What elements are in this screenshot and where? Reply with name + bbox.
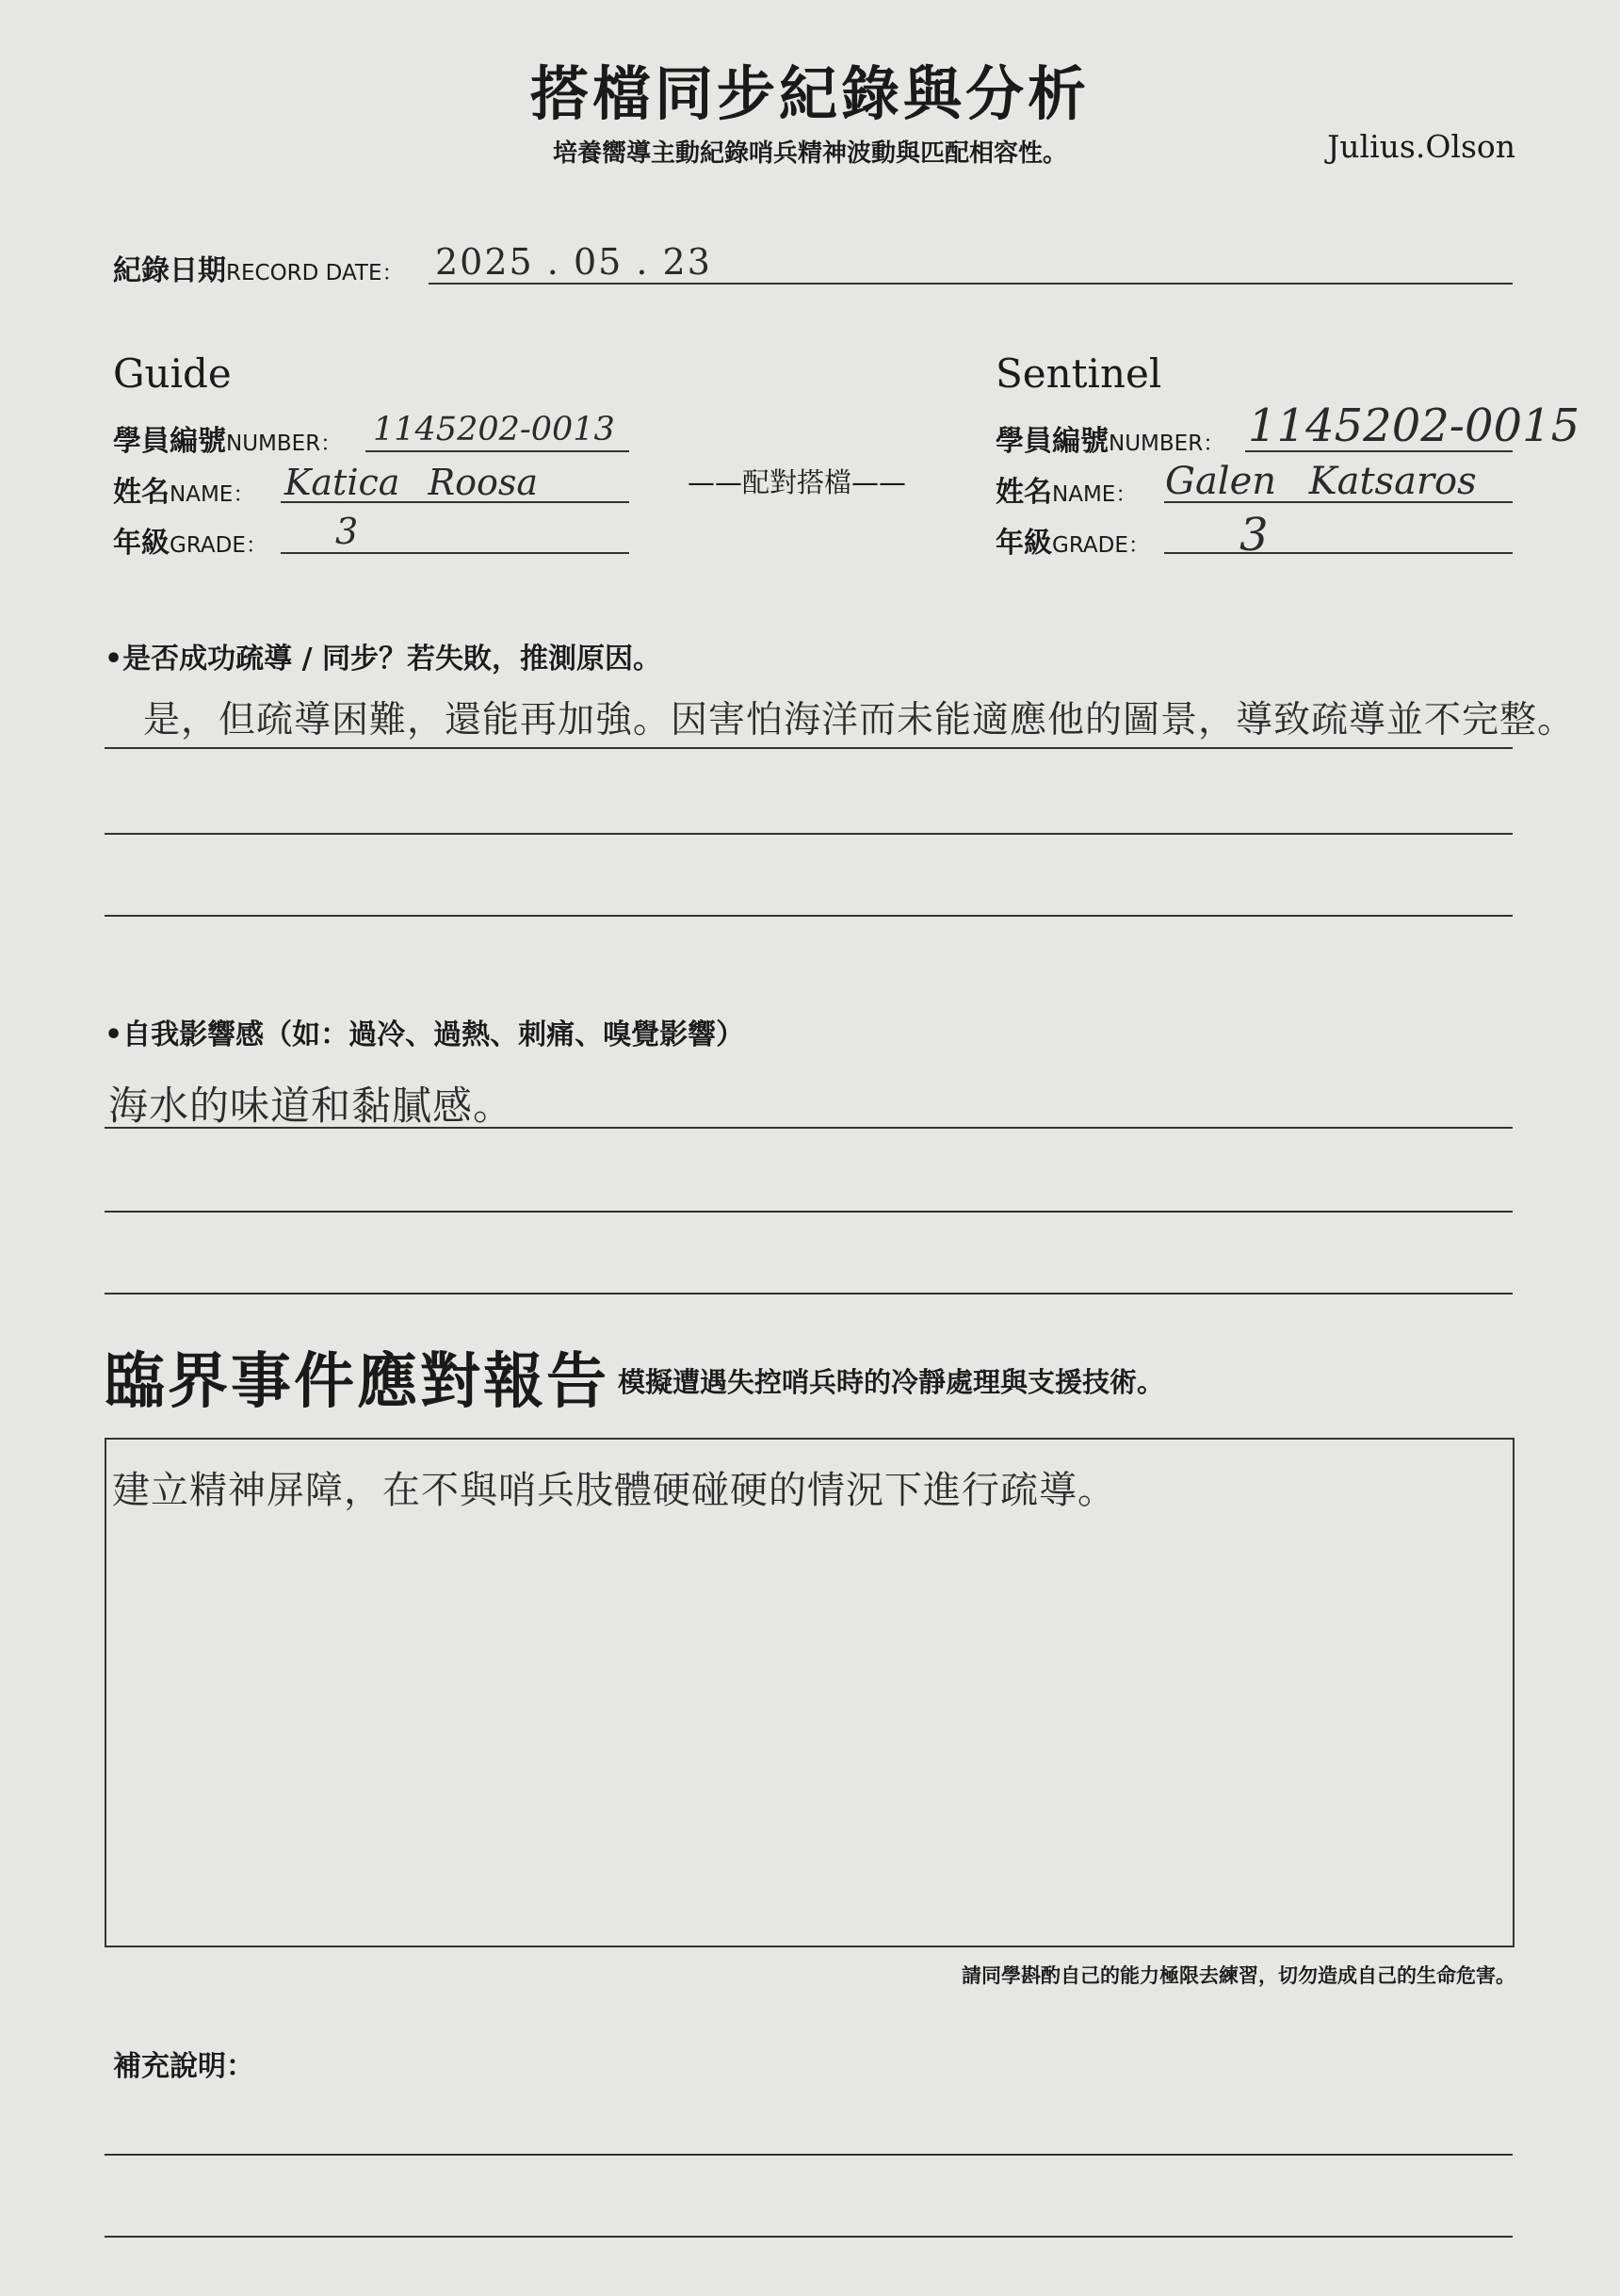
- record-date-label: [113, 247, 404, 288]
- question2-answer[interactable]: 海水的味道和黏膩感。: [108, 1083, 514, 1129]
- sentinel-name-label-zh: 姓名: [996, 476, 1052, 509]
- guide-number-line: [365, 450, 629, 452]
- guide-number-label-zh: 學員編號: [113, 425, 226, 458]
- sentinel-number-label: [996, 417, 1224, 459]
- sentinel-grade-label: [996, 519, 1150, 561]
- guide-number-label-en: NUMBER：: [226, 432, 343, 456]
- question1-line-3: [105, 915, 1513, 917]
- sentinel-grade-value[interactable]: 3: [1239, 509, 1269, 562]
- guide-grade-value[interactable]: 3: [335, 511, 359, 552]
- question1-label: •是否成功疏導 / 同步？若失敗，推測原因。: [105, 643, 662, 676]
- sentinel-number-value[interactable]: 1145202-0015: [1248, 399, 1580, 452]
- critical-answer-box[interactable]: [105, 1438, 1515, 1947]
- author-name: Julius.Olson: [1327, 128, 1515, 165]
- supplement-line-2[interactable]: [105, 2236, 1513, 2238]
- question1-answer[interactable]: 是，但疏導困難，還能再加強。因害怕海洋而未能適應他的圖景，導致疏導並不完整。: [143, 699, 1576, 741]
- guide-grade-label: [113, 519, 267, 561]
- guide-name-line: [281, 501, 629, 503]
- guide-number-value[interactable]: 1145202-0013: [373, 411, 615, 448]
- sentinel-name-label: [996, 468, 1137, 510]
- guide-number-label: [113, 417, 342, 459]
- sentinel-number-label-zh: 學員編號: [996, 425, 1109, 458]
- guide-name-label-zh: 姓名: [113, 476, 170, 509]
- record-date-line: [429, 283, 1513, 285]
- record-date-value[interactable]: 2025 . 05 . 23: [435, 241, 712, 283]
- page-subtitle: 培養嚮導主動紀錄哨兵精神波動與匹配相容性。: [552, 139, 1067, 168]
- safety-warning: 請同學斟酌自己的能力極限去練習，切勿造成自己的生命危害。: [962, 1964, 1515, 1987]
- sentinel-number-label-en: NUMBER：: [1109, 432, 1225, 456]
- sentinel-grade-label-en: GRADE：: [1052, 533, 1150, 558]
- pairing-label: ——配對搭檔——: [688, 466, 907, 498]
- sentinel-name-label-en: NAME：: [1052, 482, 1138, 507]
- question1-line-2: [105, 833, 1513, 835]
- critical-title: 臨界事件應對報告: [105, 1346, 609, 1417]
- guide-heading: Guide: [113, 350, 232, 397]
- guide-name-label-en: NAME：: [170, 482, 255, 507]
- guide-name-label: [113, 468, 254, 510]
- supplement-line-1[interactable]: [105, 2154, 1513, 2156]
- sentinel-name-line: [1164, 501, 1513, 503]
- question1-line-1: [105, 747, 1513, 749]
- page-title: 搭檔同步紀錄與分析: [529, 59, 1090, 128]
- question2-line-2: [105, 1211, 1513, 1213]
- sentinel-name-value[interactable]: Galen Katsaros: [1165, 460, 1477, 503]
- guide-grade-label-zh: 年級: [113, 527, 170, 560]
- question2-line-3: [105, 1293, 1513, 1295]
- sentinel-number-line: [1245, 450, 1513, 452]
- record-date-label-en: RECORD DATE：: [226, 261, 404, 285]
- supplement-label: 補充說明：: [113, 2050, 254, 2083]
- guide-grade-label-en: GRADE：: [170, 533, 267, 558]
- sentinel-grade-label-zh: 年級: [996, 527, 1052, 560]
- record-date-label-zh: 紀錄日期: [113, 254, 226, 287]
- sentinel-grade-line: [1164, 552, 1513, 554]
- question2-line-1: [105, 1127, 1513, 1129]
- critical-subtitle: 模擬遭遇失控哨兵時的冷靜處理與支援技術。: [618, 1366, 1165, 1398]
- sentinel-heading: Sentinel: [996, 350, 1162, 397]
- guide-grade-line: [281, 552, 629, 554]
- question2-label: •自我影響感（如：過冷、過熱、刺痛、嗅覺影響）: [105, 1018, 745, 1051]
- critical-answer: 建立精神屏障，在不與哨兵肢體硬碰硬的情況下進行疏導。: [112, 1469, 1116, 1512]
- guide-name-value[interactable]: Katica Roosa: [284, 462, 539, 503]
